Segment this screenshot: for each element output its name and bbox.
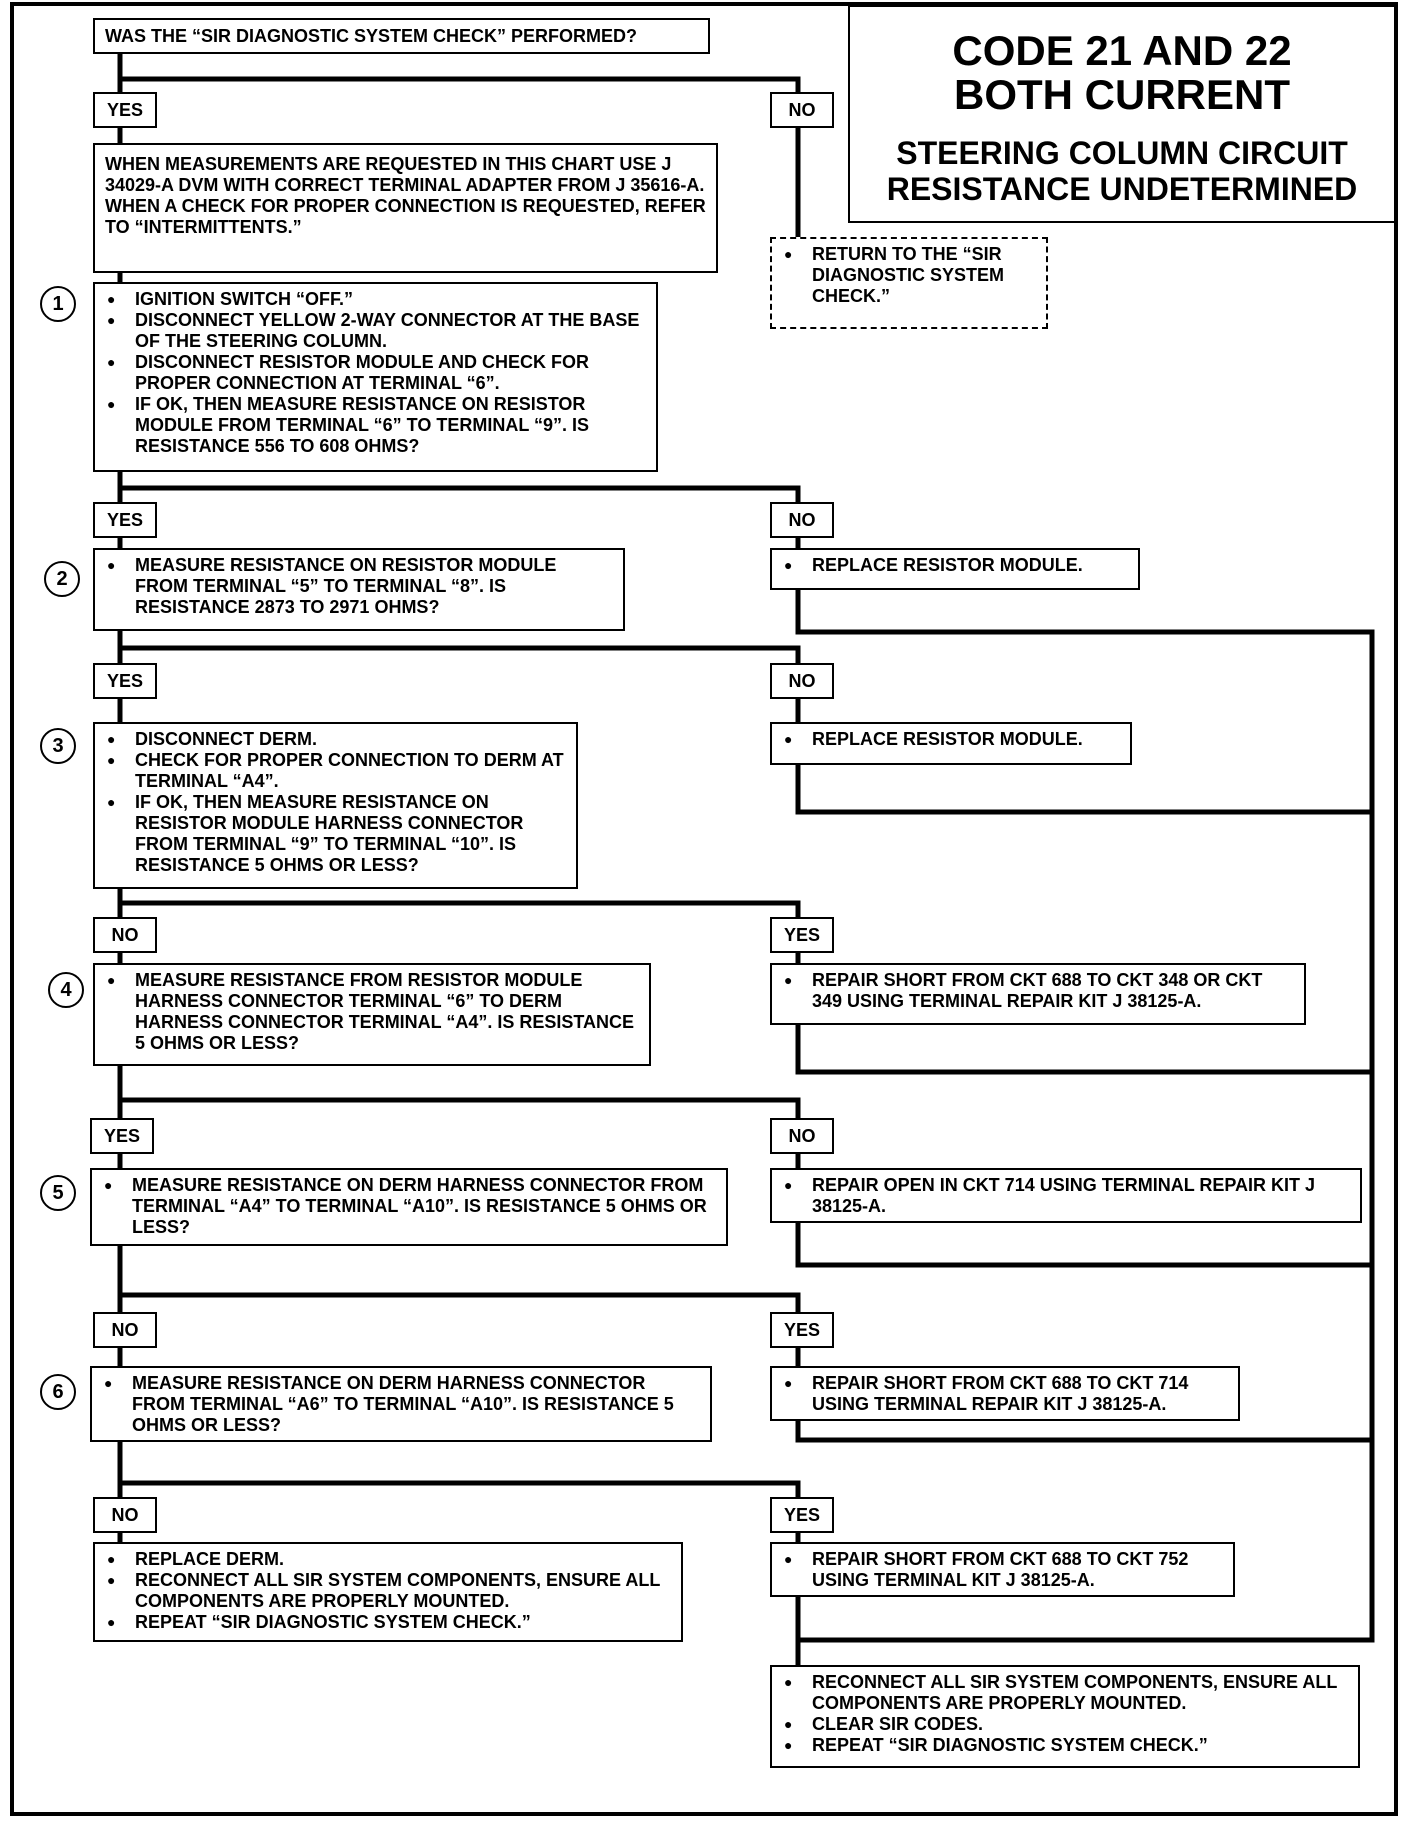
label-yes: YES: [90, 1118, 154, 1154]
action-item: ● REPLACE RESISTOR MODULE.: [782, 729, 1120, 750]
label-yes: YES: [770, 1312, 834, 1348]
step-3-item: ● DISCONNECT DERM.: [105, 729, 566, 750]
step-1-item: ● IGNITION SWITCH “OFF.”: [105, 289, 646, 310]
question-box: WAS THE “SIR DIAGNOSTIC SYSTEM CHECK” PERFORMED?: [93, 18, 710, 54]
replace-derm-box: [93, 1542, 683, 1642]
action-item: ● RECONNECT ALL SIR SYSTEM COMPONENTS, ENSURE ALL COMPONENTS ARE PROPERLY MOUNTED.: [782, 1672, 1348, 1714]
step-1-item: ● DISCONNECT RESISTOR MODULE AND CHECK FOR PROPER CONNECTION AT TERMINAL “6”.: [105, 352, 646, 394]
label-yes: YES: [93, 92, 157, 128]
action-item: ● REPAIR SHORT FROM CKT 688 TO CKT 714 USING TERMINAL REPAIR KIT J 38125-A.: [782, 1373, 1228, 1415]
step-number: 2: [44, 561, 80, 597]
repair-open-714-box: [770, 1168, 1362, 1223]
chart-title: [850, 29, 1394, 117]
repair-short-348-box: [770, 963, 1306, 1025]
step-2-box: [93, 548, 625, 631]
step-5-item: ● MEASURE RESISTANCE ON DERM HARNESS CONNECTOR FROM TERMINAL “A4” TO TERMINAL “A10”. IS RESISTANCE 5 OHMS OR LESS?: [102, 1175, 716, 1238]
action-item: ● REPLACE DERM.: [105, 1549, 671, 1570]
step-number: 5: [40, 1175, 76, 1211]
subtitle-line: RESISTANCE UNDETERMINED: [886, 171, 1358, 207]
action-item: ● CLEAR SIR CODES.: [782, 1714, 1348, 1735]
step-number: 3: [40, 728, 76, 764]
step-3-box: [93, 722, 578, 889]
step-4-item: ● MEASURE RESISTANCE FROM RESISTOR MODULE HARNESS CONNECTOR TERMINAL “6” TO DERM HARNESS CONNECTOR TERMINAL “A4”. IS RESISTANCE 5 OHMS OR LESS?: [105, 970, 639, 1054]
replace-module-box: [770, 548, 1140, 590]
step-4-box: [93, 963, 651, 1066]
chart-subtitle: [850, 135, 1394, 207]
repair-short-752-box: [770, 1542, 1235, 1597]
label-yes: YES: [93, 663, 157, 699]
action-item: ● REPAIR SHORT FROM CKT 688 TO CKT 348 OR CKT 349 USING TERMINAL REPAIR KIT J 38125-A.: [782, 970, 1294, 1012]
label-no: NO: [93, 1312, 157, 1348]
label-no: NO: [93, 1497, 157, 1533]
label-yes: YES: [93, 502, 157, 538]
label-yes: YES: [770, 917, 834, 953]
step-5-box: [90, 1168, 728, 1246]
label-no: NO: [770, 92, 834, 128]
final-steps-box: [770, 1665, 1360, 1768]
step-number: 4: [48, 972, 84, 1008]
return-item: ● RETURN TO THE “SIR DIAGNOSTIC SYSTEM CHECK.”: [782, 244, 1036, 307]
label-yes: YES: [770, 1497, 834, 1533]
label-no: NO: [770, 502, 834, 538]
action-item: ● RECONNECT ALL SIR SYSTEM COMPONENTS, ENSURE ALL COMPONENTS ARE PROPERLY MOUNTED.: [105, 1570, 671, 1612]
step-number: 1: [40, 286, 76, 322]
action-item: ● REPAIR OPEN IN CKT 714 USING TERMINAL REPAIR KIT J 38125-A.: [782, 1175, 1350, 1217]
step-3-item: ● IF OK, THEN MEASURE RESISTANCE ON RESISTOR MODULE HARNESS CONNECTOR FROM TERMINAL “9” TO TERMINAL “10”. IS RESISTANCE 5 OHMS OR LESS?: [105, 792, 566, 876]
intro-box: WHEN MEASUREMENTS ARE REQUESTED IN THIS CHART USE J 34029-A DVM WITH CORRECT TERMINAL ADAPTER FROM J 35616-A. WHEN A CHECK FOR PROPER CONNECTION IS REQUESTED, REFER TO “INTERMITTENTS.”: [93, 143, 718, 273]
step-1-item: ● DISCONNECT YELLOW 2-WAY CONNECTOR AT THE BASE OF THE STEERING COLUMN.: [105, 310, 646, 352]
title-line: BOTH CURRENT: [954, 71, 1290, 118]
action-item: ● REPEAT “SIR DIAGNOSTIC SYSTEM CHECK.”: [782, 1735, 1348, 1756]
step-2-item: ● MEASURE RESISTANCE ON RESISTOR MODULE FROM TERMINAL “5” TO TERMINAL “8”. IS RESISTANCE 2873 TO 2971 OHMS?: [105, 555, 613, 618]
chart-title-block: [848, 5, 1396, 223]
step-number: 6: [40, 1374, 76, 1410]
action-item: ● REPEAT “SIR DIAGNOSTIC SYSTEM CHECK.”: [105, 1612, 671, 1633]
action-item: ● REPAIR SHORT FROM CKT 688 TO CKT 752 USING TERMINAL KIT J 38125-A.: [782, 1549, 1223, 1591]
step-1-box: [93, 282, 658, 472]
step-1-item: ● IF OK, THEN MEASURE RESISTANCE ON RESISTOR MODULE FROM TERMINAL “6” TO TERMINAL “9”. IS RESISTANCE 556 TO 608 OHMS?: [105, 394, 646, 457]
step-6-item: ● MEASURE RESISTANCE ON DERM HARNESS CONNECTOR FROM TERMINAL “A6” TO TERMINAL “A10”. IS RESISTANCE 5 OHMS OR LESS?: [102, 1373, 700, 1436]
repair-short-714-box: [770, 1366, 1240, 1421]
step-3-item: ● CHECK FOR PROPER CONNECTION TO DERM AT TERMINAL “A4”.: [105, 750, 566, 792]
subtitle-line: STEERING COLUMN CIRCUIT: [896, 135, 1348, 171]
action-item: ● REPLACE RESISTOR MODULE.: [782, 555, 1128, 576]
step-6-box: [90, 1366, 712, 1442]
label-no: NO: [770, 663, 834, 699]
label-no: NO: [770, 1118, 834, 1154]
replace-module-box: [770, 722, 1132, 765]
return-box: [770, 237, 1048, 329]
title-line: CODE 21 AND 22: [952, 27, 1292, 74]
label-no: NO: [93, 917, 157, 953]
